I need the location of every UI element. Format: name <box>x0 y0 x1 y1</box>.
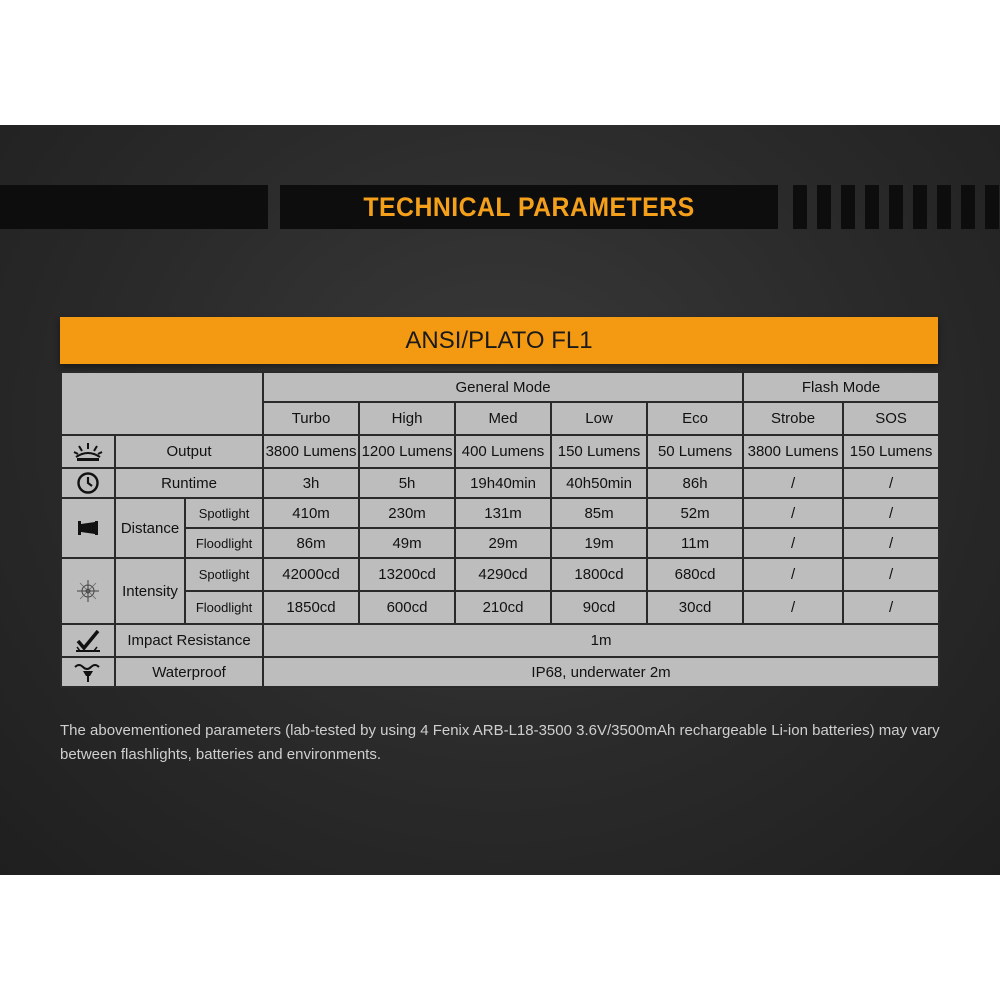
row-label-output: Output <box>115 435 263 468</box>
page-title: TECHNICAL PARAMETERS <box>363 191 695 222</box>
table-cell: 50 Lumens <box>647 435 743 468</box>
impact-value: 1m <box>263 624 939 657</box>
row-label-impact: Impact Resistance <box>115 624 263 657</box>
table-row <box>61 435 939 468</box>
title-bar-left <box>0 185 268 229</box>
general-mode-header: General Mode <box>263 372 743 402</box>
table-row <box>61 528 939 558</box>
mode-header: Med <box>455 402 551 435</box>
decorative-stripes <box>793 185 1000 229</box>
table-cell: 90cd <box>551 591 647 624</box>
table-cell: 86h <box>647 468 743 498</box>
table-cell: 680cd <box>647 558 743 591</box>
table-row <box>61 624 939 657</box>
sub-label-floodlight: Floodlight <box>185 591 263 624</box>
table-cell: 29m <box>455 528 551 558</box>
table-cell: 13200cd <box>359 558 455 591</box>
table-cell: 131m <box>455 498 551 528</box>
mode-header: Low <box>551 402 647 435</box>
table-cell: 19m <box>551 528 647 558</box>
table-title-bar <box>60 317 938 364</box>
table-cell: 19h40min <box>455 468 551 498</box>
table-cell: / <box>743 528 843 558</box>
title-bar <box>280 185 778 229</box>
waterproof-value: IP68, underwater 2m <box>263 657 939 687</box>
table-cell: / <box>743 591 843 624</box>
table-row <box>61 498 939 528</box>
mode-header: High <box>359 402 455 435</box>
table-cell: 410m <box>263 498 359 528</box>
table-row <box>61 657 939 687</box>
table-cell: 52m <box>647 498 743 528</box>
row-label-distance: Distance <box>115 498 185 558</box>
mode-header: Strobe <box>743 402 843 435</box>
table-cell: / <box>843 468 939 498</box>
table-cell: / <box>743 468 843 498</box>
table-row <box>61 468 939 498</box>
corner-cell <box>61 372 263 435</box>
parameters-table <box>60 371 940 688</box>
table-cell: 4290cd <box>455 558 551 591</box>
mode-header: Eco <box>647 402 743 435</box>
table-cell: / <box>743 558 843 591</box>
impact-icon <box>61 624 115 657</box>
distance-icon <box>61 498 115 558</box>
row-label-intensity: Intensity <box>115 558 185 624</box>
table-cell: 1800cd <box>551 558 647 591</box>
table-cell: 150 Lumens <box>843 435 939 468</box>
table-cell: / <box>843 591 939 624</box>
spec-panel <box>0 125 1000 875</box>
table-cell: 3h <box>263 468 359 498</box>
table-cell: 210cd <box>455 591 551 624</box>
flash-mode-header: Flash Mode <box>743 372 939 402</box>
table-cell: / <box>843 558 939 591</box>
table-row <box>61 558 939 591</box>
table-cell: 49m <box>359 528 455 558</box>
table-cell: 42000cd <box>263 558 359 591</box>
table-cell: 11m <box>647 528 743 558</box>
clock-icon <box>61 468 115 498</box>
intensity-icon <box>61 558 115 624</box>
table-row <box>61 591 939 624</box>
table-cell: 1850cd <box>263 591 359 624</box>
table-cell: 230m <box>359 498 455 528</box>
table-cell: / <box>743 498 843 528</box>
row-label-waterproof: Waterproof <box>115 657 263 687</box>
table-cell: / <box>843 528 939 558</box>
mode-header: SOS <box>843 402 939 435</box>
table-title: ANSI/PLATO FL1 <box>405 326 593 354</box>
table-cell: / <box>843 498 939 528</box>
sub-label-spotlight: Spotlight <box>185 558 263 591</box>
table-cell: 150 Lumens <box>551 435 647 468</box>
table-cell: 400 Lumens <box>455 435 551 468</box>
sub-label-spotlight: Spotlight <box>185 498 263 528</box>
table-cell: 600cd <box>359 591 455 624</box>
sub-label-floodlight: Floodlight <box>185 528 263 558</box>
footnote: The abovementioned parameters (lab-tested by using 4 Fenix ARB-L18-3500 3.6V/3500mAh rechargeable Li-ion batteries) may vary between flashlights, batteries and environments. <box>60 722 940 763</box>
table-cell: 30cd <box>647 591 743 624</box>
table-cell: 3800 Lumens <box>743 435 843 468</box>
table-cell: 85m <box>551 498 647 528</box>
mode-header: Turbo <box>263 402 359 435</box>
table-cell: 3800 Lumens <box>263 435 359 468</box>
table-cell: 5h <box>359 468 455 498</box>
waterproof-icon <box>61 657 115 687</box>
row-label-runtime: Runtime <box>115 468 263 498</box>
table-cell: 86m <box>263 528 359 558</box>
table-cell: 1200 Lumens <box>359 435 455 468</box>
table-cell: 40h50min <box>551 468 647 498</box>
output-icon <box>61 435 115 468</box>
